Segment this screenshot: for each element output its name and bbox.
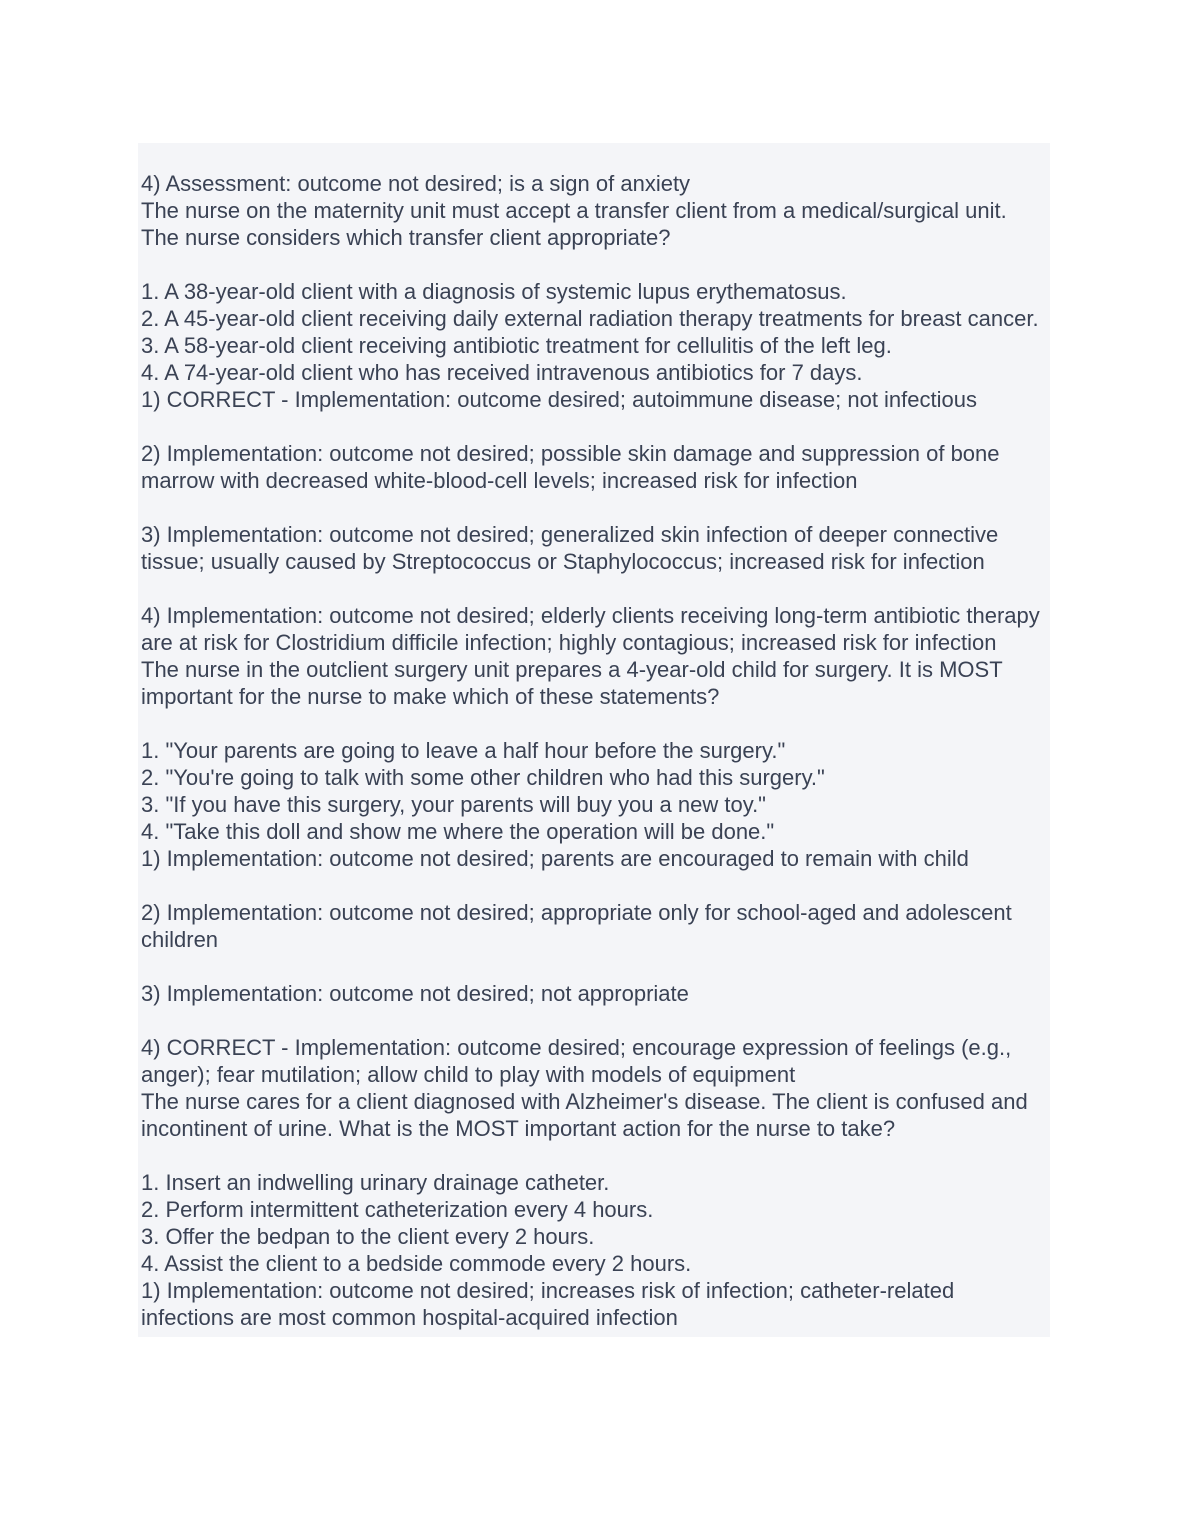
text-line: 2) Implementation: outcome not desired; appropriate only for school-aged and adolescent children [141, 900, 1012, 952]
highlighted-text-block [138, 143, 1050, 1337]
text-line: 1) Implementation: outcome not desired; increases risk of infection; catheter-related infections are most common hospital-acquired infection [141, 1278, 955, 1330]
text-line: 1) Implementation: outcome not desired; parents are encouraged to remain with child [141, 846, 969, 871]
text-line: The nurse in the outclient surgery unit prepares a 4-year-old child for surgery. It is MOST important for the nurse to make which of these statements? [141, 657, 1003, 709]
text-line: 3) Implementation: outcome not desired; generalized skin infection of deeper connective tissue; usually caused by Streptococcus or Staphylococcus; increased risk for infection [141, 522, 999, 574]
text-line: 3. Offer the bedpan to the client every 2 hours. [141, 1224, 595, 1249]
paragraph-group [141, 1169, 1046, 1331]
text-line: The nurse cares for a client diagnosed with Alzheimer's disease. The client is confused and incontinent of urine. What is the MOST important action for the nurse to take? [141, 1089, 1028, 1141]
paragraph-group [141, 440, 1046, 494]
text-line: 4. A 74-year-old client who has received intravenous antibiotics for 7 days. [141, 360, 863, 385]
text-line: 2. "You're going to talk with some other children who had this surgery." [141, 765, 825, 790]
paragraph-group [141, 980, 1046, 1007]
text-line: 1. A 38-year-old client with a diagnosis of systemic lupus erythematosus. [141, 279, 847, 304]
text-line: 1. "Your parents are going to leave a half hour before the surgery." [141, 738, 786, 763]
paragraph-group [141, 170, 1046, 251]
text-line: 4) Implementation: outcome not desired; elderly clients receiving long-term antibiotic therapy are at risk for Clostridium difficile infection; highly contagious; increased risk for infection [141, 603, 1040, 655]
text-line: 4. Assist the client to a bedside commode every 2 hours. [141, 1251, 692, 1276]
text-line: 4. "Take this doll and show me where the operation will be done." [141, 819, 775, 844]
text-line: 2. Perform intermittent catheterization every 4 hours. [141, 1197, 654, 1222]
text-line: 2) Implementation: outcome not desired; possible skin damage and suppression of bone marrow with decreased white-blood-cell levels; increased risk for infection [141, 441, 1000, 493]
text-line: 3. "If you have this surgery, your parents will buy you a new toy." [141, 792, 766, 817]
text-line: 4) Assessment: outcome not desired; is a sign of anxiety [141, 171, 691, 196]
text-line: 3. A 58-year-old client receiving antibiotic treatment for cellulitis of the left leg. [141, 333, 892, 358]
text-line: 1. Insert an indwelling urinary drainage catheter. [141, 1170, 610, 1195]
text-line: 3) Implementation: outcome not desired; not appropriate [141, 981, 689, 1006]
paragraph-group [141, 1034, 1046, 1142]
text-line: 1) CORRECT - Implementation: outcome desired; autoimmune disease; not infectious [141, 387, 977, 412]
paragraph-group [141, 899, 1046, 953]
paragraph-group [141, 278, 1046, 413]
text-line: 2. A 45-year-old client receiving daily external radiation therapy treatments for breast cancer. [141, 306, 1039, 331]
paragraph-group [141, 521, 1046, 575]
paragraph-group [141, 602, 1046, 710]
text-line: The nurse on the maternity unit must accept a transfer client from a medical/surgical unit. The nurse considers which transfer client appropriate? [141, 198, 1007, 250]
text-line: 4) CORRECT - Implementation: outcome desired; encourage expression of feelings (e.g., anger); fear mutilation; allow child to play with models of equipment [141, 1035, 1012, 1087]
paragraph-group [141, 737, 1046, 872]
